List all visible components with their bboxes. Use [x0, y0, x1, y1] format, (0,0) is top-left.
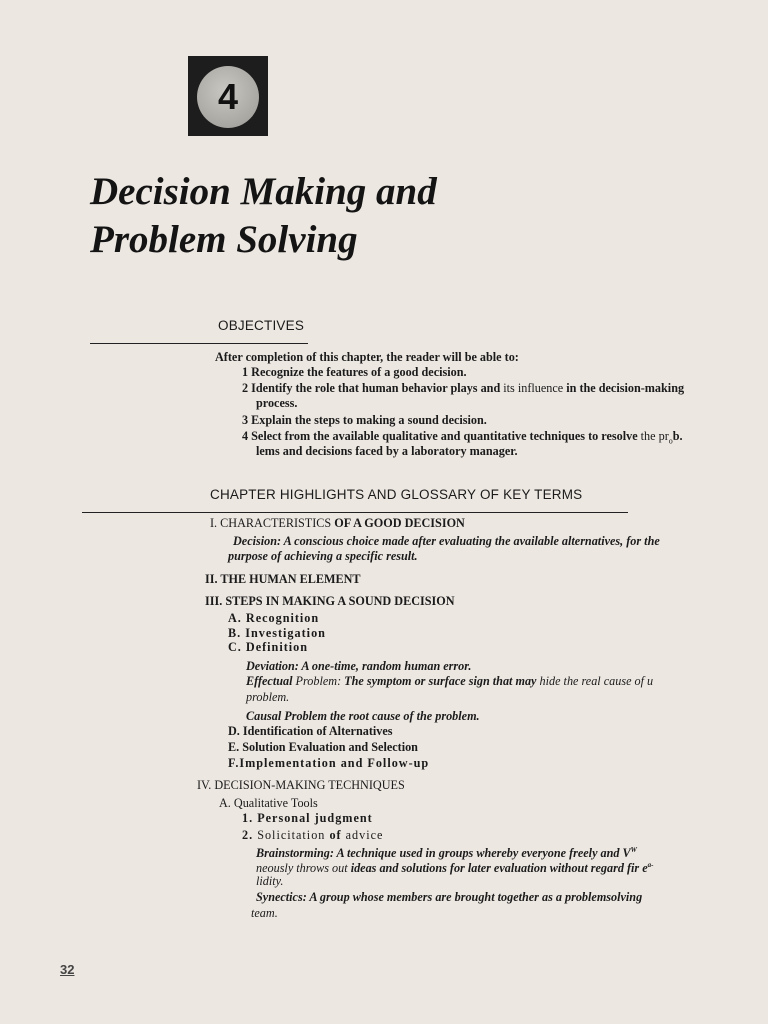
step-c: C. Definition [228, 640, 309, 654]
step-b: B. Investigation [228, 626, 326, 640]
objectives-rule [90, 343, 308, 344]
step-d: D. Identification of Alternatives [228, 724, 393, 738]
objective-4-cont: lems and decisions faced by a laboratory manager. [256, 444, 518, 458]
objective-4: 4 Select from the available qualitative and quantitative techniques to resolve the $pr_ob$. [242, 429, 683, 446]
objective-3: 3 Explain the steps to making a sound decision. [242, 413, 487, 427]
objective-2-cont: process. [256, 396, 298, 410]
synectics-definition-cont: team. [251, 906, 278, 920]
effectual-definition-cont: problem. [246, 690, 290, 704]
chapter-title-line-2: Problem Solving [90, 218, 358, 261]
section-1: I. CHARACTERISTICS OF A GOOD DECISION [210, 516, 465, 530]
highlights-heading: CHAPTER HIGHLIGHTS AND GLOSSARY OF KEY TERMS [210, 487, 583, 502]
tool-1: 1. Personal judgment [242, 811, 373, 825]
chapter-title-line-1: Decision Making and [90, 170, 437, 213]
objectives-intro: After completion of this chapter, the reader will be able to: [215, 350, 519, 364]
tool-2: 2. Solicitation of advice [242, 828, 384, 842]
objective-1: 1 Recognize the features of a good decision. [242, 365, 467, 379]
decision-definition-cont: purpose of achieving a specific result. [228, 549, 418, 563]
brainstorming-definition-cont: neously throws out ideas and solutions for later evaluation without regard fir $e^{a-}$ [256, 861, 654, 876]
brainstorming-definition-end: lidity. [256, 874, 284, 888]
step-a: A. Recognition [228, 611, 320, 625]
chapter-title [90, 168, 690, 264]
decision-definition: Decision: A conscious choice made after evaluating the available alternatives, for the [233, 534, 660, 548]
effectual-definition: Effectual Problem: The symptom or surface sign that may hide the real cause of u [246, 674, 654, 688]
chapter-number-badge [188, 56, 268, 136]
step-e: E. Solution Evaluation and Selection [228, 740, 418, 754]
page-number: 32 [60, 962, 75, 977]
objective-2: 2 Identify the role that human behavior plays and its influence in the decision-making [242, 381, 685, 395]
section-2: II. THE HUMAN ELEMENT [205, 572, 361, 586]
chapter-number: 4 [197, 66, 259, 128]
section-3: III. STEPS IN MAKING A SOUND DECISION [205, 594, 455, 608]
brainstorming-definition: Brainstorming: A technique used in groups whereby everyone freely and $V^W$ [256, 846, 637, 861]
step-f: F.Implementation and Follow-up [228, 756, 430, 770]
synectics-definition: Synectics: A group whose members are brought together as a problemsolving [256, 890, 643, 904]
objectives-heading: OBJECTIVES [218, 318, 305, 333]
qualitative-tools: A. Qualitative Tools [219, 796, 318, 810]
highlights-rule [82, 512, 628, 513]
causal-definition: Causal Problem the root cause of the problem. [246, 709, 480, 723]
section-4: IV. DECISION-MAKING TECHNIQUES [197, 778, 405, 792]
deviation-definition: Deviation: A one-time, random human error. [246, 659, 472, 673]
